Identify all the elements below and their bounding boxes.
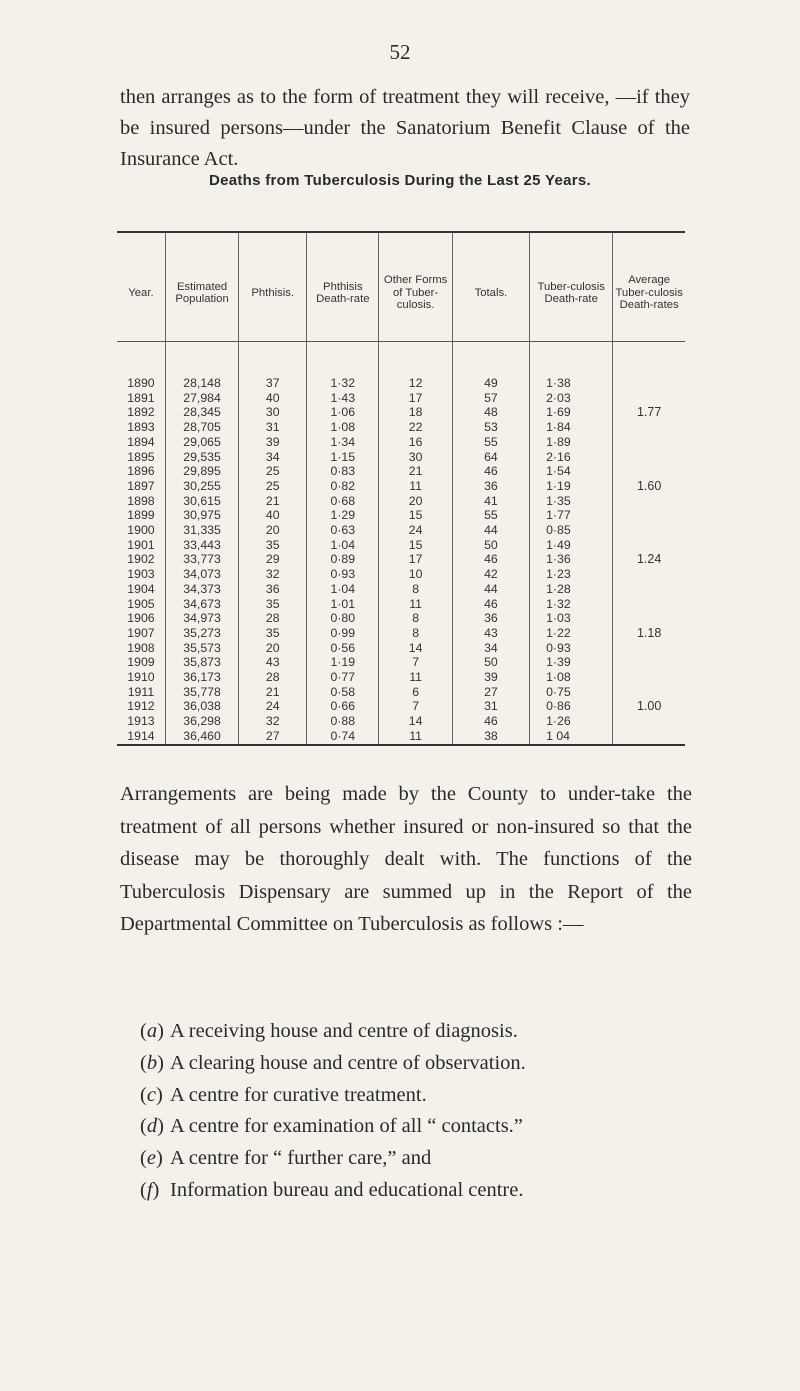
cell-year: 1904 (127, 581, 155, 596)
cell-other: 15 (379, 508, 452, 523)
table-body (117, 342, 685, 745)
cell-totals: 46 (452, 714, 529, 729)
table-row (117, 685, 685, 700)
cell-phthisis: 29 (239, 552, 307, 567)
list-item-label: e (146, 1147, 156, 1170)
cell-population: 28,148 (165, 342, 238, 391)
header-average: Average Tuber-culosis Death-rates (613, 232, 685, 342)
cell-year: 1914 (127, 728, 155, 743)
table-row (117, 508, 685, 523)
functions-list (140, 1016, 700, 1207)
list-item-label: d (146, 1115, 158, 1138)
table-row (117, 391, 685, 406)
cell-phthisis: 24 (239, 699, 307, 714)
cell-tb-rate: 1·28 (530, 582, 613, 597)
list-item-text: Information bureau and educational centre. (170, 1178, 524, 1201)
table-row (117, 523, 685, 538)
cell-average: 1.60 (613, 450, 685, 524)
cell-totals: 50 (452, 655, 529, 670)
cell-population: 30,255 (165, 479, 238, 494)
cell-population: 35,873 (165, 655, 238, 670)
cell-other: 17 (379, 552, 452, 567)
cell-other: 21 (379, 464, 452, 479)
cell-phthisis-rate: 1·01 (307, 597, 379, 612)
cell-totals: 55 (452, 435, 529, 450)
cell-year: 1911 (127, 684, 155, 699)
cell-average: 1.77 (613, 342, 685, 450)
cell-year: 1910 (127, 670, 155, 685)
list-item-label: b (146, 1051, 158, 1074)
cell-phthisis-rate: 0·58 (307, 685, 379, 700)
cell-totals: 64 (452, 450, 529, 465)
table-row (117, 567, 685, 582)
table-row (117, 405, 685, 420)
cell-phthisis: 27 (239, 729, 307, 745)
cell-other: 7 (379, 699, 452, 714)
cell-tb-rate: 1·03 (530, 611, 613, 626)
list-item: (b) A clearing house and centre of observation. (140, 1051, 526, 1074)
cell-phthisis-rate: 1·08 (307, 420, 379, 435)
cell-population: 36,038 (165, 699, 238, 714)
cell-population: 29,065 (165, 435, 238, 450)
cell-population: 34,673 (165, 597, 238, 612)
cell-other: 11 (379, 597, 452, 612)
cell-population: 30,975 (165, 508, 238, 523)
cell-year: 1898 (127, 493, 155, 508)
cell-tb-rate: 1·38 (530, 342, 613, 391)
cell-totals: 43 (452, 626, 529, 641)
cell-year: 1890 (127, 376, 155, 390)
cell-other: 18 (379, 405, 452, 420)
list-item: (e) A centre for “ further care,” and (140, 1147, 432, 1170)
cell-tb-rate: 1 04 (530, 729, 613, 745)
cell-tb-rate: 1·49 (530, 538, 613, 553)
cell-other: 14 (379, 641, 452, 656)
cell-population: 34,973 (165, 611, 238, 626)
cell-population: 35,778 (165, 685, 238, 700)
cell-tb-rate: 1·69 (530, 405, 613, 420)
cell-phthisis: 40 (239, 391, 307, 406)
cell-tb-rate: 1·35 (530, 494, 613, 509)
cell-phthisis-rate: 0·56 (307, 641, 379, 656)
cell-phthisis: 28 (239, 670, 307, 685)
cell-totals: 55 (452, 508, 529, 523)
cell-totals: 46 (452, 464, 529, 479)
table-header-row (117, 232, 685, 342)
cell-tb-rate: 1·36 (530, 552, 613, 567)
table-row (117, 582, 685, 597)
cell-tb-rate: 1·32 (530, 597, 613, 612)
cell-phthisis-rate: 0·89 (307, 552, 379, 567)
page-number: 52 (389, 40, 411, 64)
table-row (117, 479, 685, 494)
cell-year: 1902 (127, 552, 155, 567)
cell-tb-rate: 1·08 (530, 670, 613, 685)
table-row (117, 714, 685, 729)
cell-totals: 49 (452, 342, 529, 391)
cell-population: 28,705 (165, 420, 238, 435)
cell-year: 1909 (127, 655, 155, 670)
intro-paragraph: then arranges as to the form of treatment they will receive, —if they be insured persons—under the Sanatorium Benefit Clause of the Insurance Act. (120, 86, 690, 170)
table-row (117, 552, 685, 567)
list-item: (a) A receiving house and centre of diagnosis. (140, 1020, 518, 1042)
cell-phthisis: 32 (239, 567, 307, 582)
cell-totals: 31 (452, 699, 529, 714)
cell-other: 10 (379, 567, 452, 582)
cell-phthisis-rate: 1·29 (307, 508, 379, 523)
cell-phthisis-rate: 0·99 (307, 626, 379, 641)
cell-phthisis-rate: 1·15 (307, 450, 379, 465)
cell-totals: 46 (452, 552, 529, 567)
cell-year: 1903 (127, 567, 155, 582)
cell-phthisis-rate: 1·32 (307, 342, 379, 391)
cell-tb-rate: 1·77 (530, 508, 613, 523)
cell-other: 20 (379, 494, 452, 509)
cell-year: 1913 (127, 714, 155, 729)
list-item-label: f (146, 1178, 153, 1201)
table-row (117, 729, 685, 745)
cell-phthisis: 35 (239, 597, 307, 612)
cell-phthisis: 32 (239, 714, 307, 729)
cell-tb-rate: 0·93 (530, 641, 613, 656)
table-row (117, 626, 685, 641)
table-row (117, 494, 685, 509)
cell-other: 14 (379, 714, 452, 729)
list-item: (d) A centre for examination of all “ contacts.” (140, 1115, 523, 1138)
body-paragraph: Arrangements are being made by the County to under-take the treatment of all persons whether insured or non-insured so that the disease may be thoroughly dealt with. The functions of the Tuberculosis Dispensary are summed up in the Report of the Departmental Committee on Tuberculosis as follows :— (120, 783, 692, 936)
cell-phthisis-rate: 1·43 (307, 391, 379, 406)
cell-totals: 36 (452, 611, 529, 626)
cell-phthisis: 21 (239, 494, 307, 509)
cell-year: 1901 (127, 537, 155, 552)
cell-phthisis: 39 (239, 435, 307, 450)
cell-phthisis: 25 (239, 479, 307, 494)
cell-other: 8 (379, 611, 452, 626)
cell-tb-rate: 2·03 (530, 391, 613, 406)
cell-other: 11 (379, 670, 452, 685)
table-row (117, 464, 685, 479)
cell-tb-rate: 1·22 (530, 626, 613, 641)
cell-population: 36,173 (165, 670, 238, 685)
cell-other: 30 (379, 450, 452, 465)
table-row (117, 670, 685, 685)
table-row (117, 450, 685, 465)
cell-population: 35,273 (165, 626, 238, 641)
cell-year: 1900 (127, 523, 155, 538)
cell-other: 8 (379, 582, 452, 597)
cell-phthisis-rate: 0·88 (307, 714, 379, 729)
cell-population: 36,460 (165, 729, 238, 745)
table-row (117, 538, 685, 553)
cell-average: 1.18 (613, 597, 685, 671)
table-row (117, 611, 685, 626)
cell-population: 36,298 (165, 714, 238, 729)
cell-population: 33,443 (165, 538, 238, 553)
cell-totals: 48 (452, 405, 529, 420)
cell-tb-rate: 1·19 (530, 479, 613, 494)
cell-year: 1891 (127, 390, 155, 405)
cell-totals: 34 (452, 641, 529, 656)
cell-tb-rate: 1·84 (530, 420, 613, 435)
cell-tb-rate: 2·16 (530, 450, 613, 465)
table-row (117, 420, 685, 435)
cell-other: 24 (379, 523, 452, 538)
cell-totals: 38 (452, 729, 529, 745)
cell-phthisis: 30 (239, 405, 307, 420)
cell-phthisis: 20 (239, 641, 307, 656)
cell-year: 1892 (127, 405, 155, 420)
header-tb-rate: Tuber-culosis Death-rate (530, 232, 613, 342)
cell-phthisis-rate: 0·74 (307, 729, 379, 745)
header-phthisis: Phthisis. (239, 232, 307, 342)
cell-year: 1897 (127, 478, 155, 493)
cell-phthisis-rate: 1·19 (307, 655, 379, 670)
cell-other: 11 (379, 729, 452, 745)
cell-phthisis: 21 (239, 685, 307, 700)
cell-phthisis: 40 (239, 508, 307, 523)
cell-phthisis-rate: 0·82 (307, 479, 379, 494)
list-item-text: A centre for examination of all “ contacts.” (170, 1115, 523, 1138)
cell-phthisis: 43 (239, 655, 307, 670)
list-item-text: A centre for curative treatment. (170, 1083, 427, 1106)
cell-year: 1906 (127, 611, 155, 626)
cell-year: 1895 (127, 449, 155, 464)
cell-other: 12 (379, 342, 452, 391)
body-text (120, 778, 692, 941)
cell-tb-rate: 1·89 (530, 435, 613, 450)
cell-other: 15 (379, 538, 452, 553)
cell-tb-rate: 0·85 (530, 523, 613, 538)
header-population: Estimated Population (165, 232, 238, 342)
cell-totals: 46 (452, 597, 529, 612)
cell-other: 17 (379, 391, 452, 406)
list-item-text: A clearing house and centre of observation. (170, 1051, 526, 1074)
cell-population: 33,773 (165, 552, 238, 567)
cell-other: 6 (379, 685, 452, 700)
cell-totals: 36 (452, 479, 529, 494)
cell-population: 29,895 (165, 464, 238, 479)
cell-phthisis-rate: 0·80 (307, 611, 379, 626)
table-row (117, 655, 685, 670)
cell-average: 1.00 (613, 670, 685, 745)
tuberculosis-deaths-table (117, 231, 685, 746)
cell-population: 27,984 (165, 391, 238, 406)
cell-other: 7 (379, 655, 452, 670)
table-row (117, 342, 685, 391)
list-item-label: a (146, 1020, 158, 1042)
cell-phthisis: 35 (239, 538, 307, 553)
cell-average: 1.24 (613, 523, 685, 597)
cell-phthisis-rate: 1·34 (307, 435, 379, 450)
list-item-label: c (146, 1083, 156, 1106)
list-item-text: A centre for “ further care,” and (170, 1147, 432, 1170)
cell-totals: 57 (452, 391, 529, 406)
cell-other: 8 (379, 626, 452, 641)
cell-phthisis: 28 (239, 611, 307, 626)
cell-totals: 41 (452, 494, 529, 509)
cell-phthisis-rate: 0·83 (307, 464, 379, 479)
cell-population: 29,535 (165, 450, 238, 465)
cell-year: 1905 (127, 596, 155, 611)
cell-year: 1912 (127, 699, 155, 714)
cell-other: 11 (379, 479, 452, 494)
cell-tb-rate: 0·75 (530, 685, 613, 700)
cell-population: 30,615 (165, 494, 238, 509)
cell-year: 1894 (127, 434, 155, 449)
table-row (117, 435, 685, 450)
cell-phthisis-rate: 0·68 (307, 494, 379, 509)
cell-year: 1893 (127, 420, 155, 435)
cell-totals: 27 (452, 685, 529, 700)
cell-phthisis: 25 (239, 464, 307, 479)
cell-totals: 44 (452, 523, 529, 538)
cell-phthisis-rate: 0·66 (307, 699, 379, 714)
cell-totals: 39 (452, 670, 529, 685)
cell-totals: 50 (452, 538, 529, 553)
cell-phthisis-rate: 1·06 (307, 405, 379, 420)
cell-population: 34,373 (165, 582, 238, 597)
header-year: Year. (117, 232, 165, 342)
cell-tb-rate: 1·26 (530, 714, 613, 729)
list-item: (c) A centre for curative treatment. (140, 1083, 427, 1106)
cell-phthisis-rate: 0·77 (307, 670, 379, 685)
cell-year: 1907 (127, 625, 155, 640)
table-row (117, 597, 685, 612)
cell-tb-rate: 1·39 (530, 655, 613, 670)
cell-phthisis-rate: 0·63 (307, 523, 379, 538)
list-item: (f) Information bureau and educational centre. (140, 1178, 524, 1201)
cell-phthisis: 37 (239, 342, 307, 391)
cell-phthisis: 31 (239, 420, 307, 435)
list-item-text: A receiving house and centre of diagnosis. (170, 1020, 518, 1042)
cell-population: 28,345 (165, 405, 238, 420)
cell-phthisis-rate: 1·04 (307, 538, 379, 553)
cell-tb-rate: 1·23 (530, 567, 613, 582)
cell-tb-rate: 0·86 (530, 699, 613, 714)
cell-totals: 53 (452, 420, 529, 435)
cell-other: 22 (379, 420, 452, 435)
cell-phthisis-rate: 1·04 (307, 582, 379, 597)
cell-phthisis: 34 (239, 450, 307, 465)
cell-other: 16 (379, 435, 452, 450)
cell-phthisis-rate: 0·93 (307, 567, 379, 582)
cell-phthisis: 35 (239, 626, 307, 641)
header-other-forms: Other Forms of Tuber-culosis. (379, 232, 452, 342)
header-totals: Totals. (452, 232, 529, 342)
cell-tb-rate: 1·54 (530, 464, 613, 479)
cell-year: 1896 (127, 464, 155, 479)
table-row (117, 641, 685, 656)
table-title: Deaths from Tuberculosis During the Last 25 Years. (208, 172, 592, 189)
cell-totals: 42 (452, 567, 529, 582)
cell-year: 1899 (127, 508, 155, 523)
cell-population: 31,335 (165, 523, 238, 538)
cell-population: 34,073 (165, 567, 238, 582)
cell-population: 35,573 (165, 641, 238, 656)
cell-year: 1908 (127, 640, 155, 655)
cell-phthisis: 20 (239, 523, 307, 538)
cell-totals: 44 (452, 582, 529, 597)
cell-phthisis: 36 (239, 582, 307, 597)
header-phthisis-rate: Phthisis Death-rate (307, 232, 379, 342)
table-row (117, 699, 685, 714)
